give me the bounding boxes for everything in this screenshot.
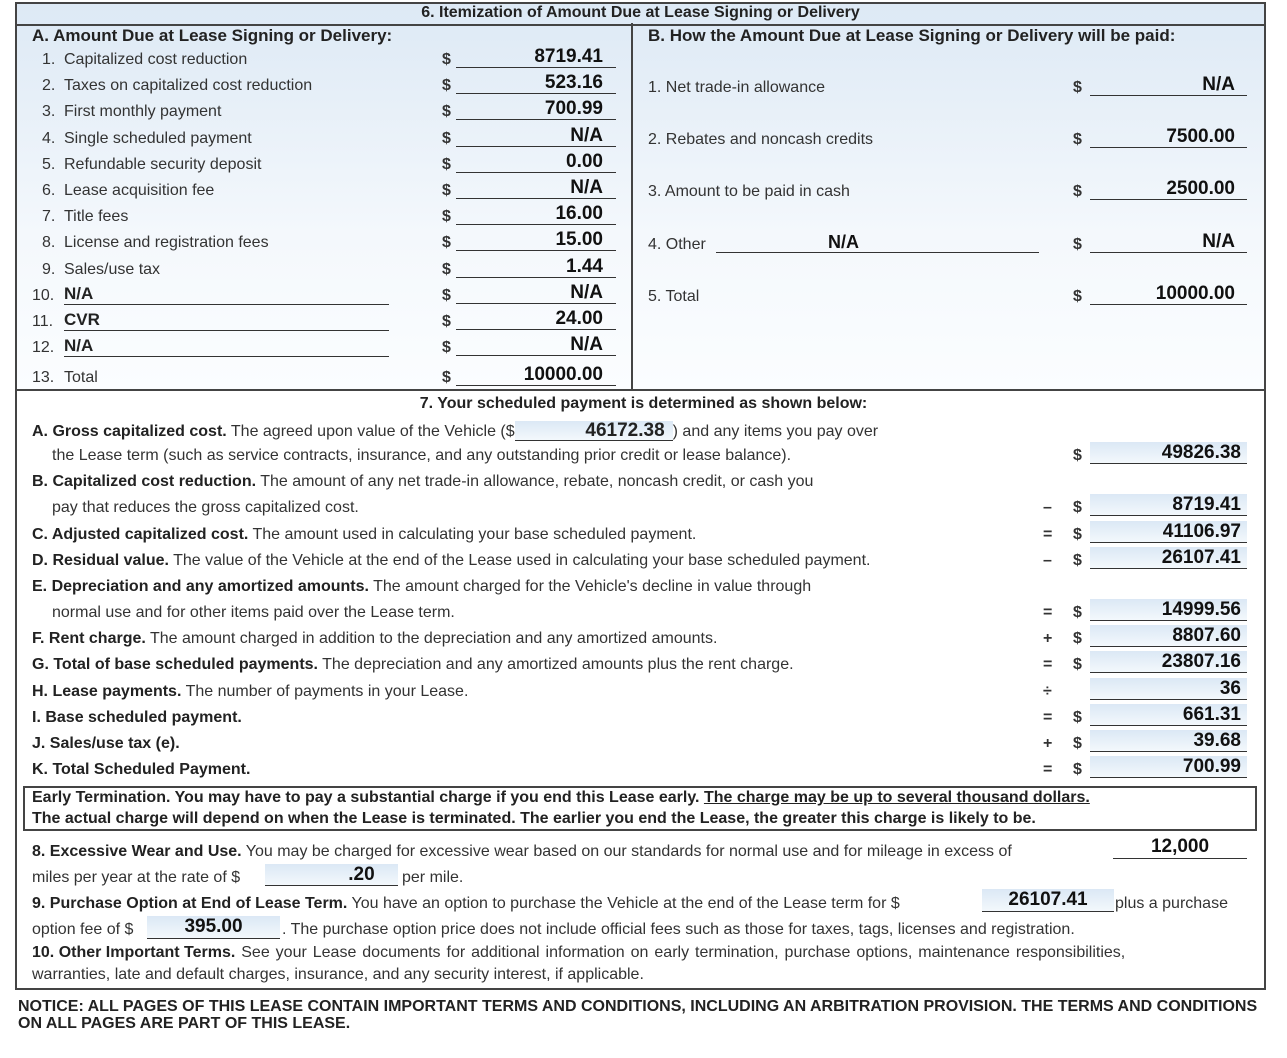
payment-method-label: 2. Rebates and noncash credits xyxy=(648,131,874,149)
scheduled-payment-title: 7. Your scheduled payment is determined as shown below: xyxy=(419,395,868,412)
dollar-sign: $ xyxy=(1073,760,1082,778)
calc-row-description: The amount of any net trade-in allowance, rebate, noncash credit, or cash you xyxy=(256,473,814,491)
amount-field[interactable]: 15.00 xyxy=(456,229,616,251)
amount-field[interactable]: 1.44 xyxy=(456,256,616,278)
payment-amount-field[interactable]: N/A xyxy=(1090,231,1247,253)
item-label: Single scheduled payment xyxy=(64,129,252,147)
amount-field[interactable]: N/A xyxy=(456,125,616,147)
item8-heading: 8. Excessive Wear and Use. xyxy=(32,843,242,860)
calc-row-text xyxy=(32,578,811,596)
calc-row-text xyxy=(32,630,717,648)
calc-amount-field[interactable]: 8719.41 xyxy=(1090,494,1247,516)
vehicle-value-field[interactable]: 46172.38 xyxy=(515,421,673,441)
item-label: Taxes on capitalized cost reduction xyxy=(64,77,313,95)
item-label: Total xyxy=(64,369,98,387)
dollar-sign: $ xyxy=(1073,447,1082,465)
operator-sign: + xyxy=(1043,734,1053,752)
dollar-sign: $ xyxy=(1073,183,1082,201)
item-number: 11. xyxy=(32,313,54,330)
calc-amount-field[interactable]: 39.68 xyxy=(1090,730,1247,752)
item-label: First monthly payment xyxy=(64,103,222,121)
item-number: 4. xyxy=(42,129,56,147)
operator-sign: – xyxy=(1043,551,1052,569)
operator-sign: = xyxy=(1043,525,1053,543)
calc-amount-field[interactable]: 23807.16 xyxy=(1090,651,1247,673)
amount-field[interactable]: 16.00 xyxy=(456,203,616,225)
item-label: Title fees xyxy=(64,208,129,226)
calc-row-text xyxy=(32,683,468,701)
amount-field[interactable]: 24.00 xyxy=(456,308,616,330)
item-number: 12. xyxy=(32,339,55,357)
payment-amount-field[interactable]: 7500.00 xyxy=(1090,126,1247,148)
item9-text3: option fee of $ xyxy=(32,921,134,938)
item8-text: You may be charged for excessive wear based on our standards for normal use and for mileage in excess of xyxy=(241,843,1012,860)
item9-text: You have an option to purchase the Vehicle at the end of the Lease term for $ xyxy=(347,895,900,912)
calc-row-text xyxy=(32,656,794,674)
dollar-sign: $ xyxy=(442,313,451,330)
payment-amount-field[interactable]: N/A xyxy=(1090,74,1247,96)
calc-row-description: The amount charged in addition to the depreciation and any amortized amounts. xyxy=(145,630,718,648)
item-description-field[interactable]: N/A xyxy=(64,284,389,305)
dollar-sign: $ xyxy=(1073,235,1082,253)
dollar-sign: $ xyxy=(442,155,451,173)
dollar-sign: $ xyxy=(442,208,451,226)
calc-amount-field[interactable]: 661.31 xyxy=(1090,704,1247,726)
calc-row-text xyxy=(32,473,813,491)
calc-row-description: pay that reduces the gross capitalized cost. xyxy=(52,499,359,517)
amount-field[interactable]: 8719.41 xyxy=(456,46,616,68)
calc-amount-field[interactable]: 49826.38 xyxy=(1090,442,1247,464)
dollar-sign: $ xyxy=(1073,656,1082,674)
calc-row-heading: B. Capitalized cost reduction. xyxy=(32,473,257,491)
dollar-sign: $ xyxy=(442,182,451,199)
dollar-sign: $ xyxy=(442,77,451,95)
item-number: 10. xyxy=(32,286,55,304)
dollar-sign: $ xyxy=(442,103,451,121)
purchase-price-field[interactable]: 26107.41 xyxy=(982,889,1114,912)
amount-field[interactable]: N/A xyxy=(456,334,616,356)
calc-amount-field[interactable]: 8807.60 xyxy=(1090,625,1247,647)
calc-amount-field[interactable]: 41106.97 xyxy=(1090,521,1247,543)
part-b-heading: B. How the Amount Due at Lease Signing or Delivery will be paid: xyxy=(648,26,1176,45)
item9-line1 xyxy=(32,895,900,913)
calc-row-text xyxy=(32,761,250,779)
calc-row-text xyxy=(32,709,242,727)
dollar-sign: $ xyxy=(1073,287,1082,305)
dollar-sign: $ xyxy=(1073,708,1082,726)
item-number: 8. xyxy=(42,234,56,252)
item-number: 2. xyxy=(42,77,56,95)
early-termination-line1 xyxy=(32,789,1090,807)
calc-row-description: The value of the Vehicle at the end of the Lease used in calculating your base scheduled payment. xyxy=(168,551,871,569)
payment-method-label: 3. Amount to be paid in cash xyxy=(648,183,850,201)
item8-line2 xyxy=(32,869,240,887)
dollar-sign: $ xyxy=(442,260,451,278)
calc-row-heading: H. Lease payments. xyxy=(32,682,182,700)
dollar-sign: $ xyxy=(1073,630,1082,648)
dollar-sign: $ xyxy=(1073,79,1082,96)
amount-field[interactable]: 700.99 xyxy=(456,98,616,120)
calc-row-description: normal use and for other items paid over the Lease term. xyxy=(52,604,455,622)
payment-amount-field[interactable]: 10000.00 xyxy=(1090,283,1247,305)
early-termination-underlined: The charge may be up to several thousand dollars. xyxy=(703,789,1090,806)
dollar-sign: $ xyxy=(1073,525,1082,543)
item-number: 13. xyxy=(32,369,55,387)
calc-row-heading: K. Total Scheduled Payment. xyxy=(32,760,251,778)
dollar-sign: $ xyxy=(1073,499,1082,517)
calc-amount-field[interactable]: 700.99 xyxy=(1090,756,1247,778)
calc-amount-field[interactable]: 26107.41 xyxy=(1090,547,1247,569)
operator-sign: = xyxy=(1043,656,1053,674)
item-number: 1. xyxy=(42,51,56,68)
item8-text3: per mile. xyxy=(402,869,464,886)
calc-row-description: The amount charged for the Vehicle's decline in value through xyxy=(368,577,812,595)
dollar-sign: $ xyxy=(442,51,451,68)
item10-line1 xyxy=(32,944,1125,962)
operator-sign: = xyxy=(1043,708,1053,726)
payment-method-label: 4. Other xyxy=(648,235,706,253)
item10-heading: 10. Other Important Terms. xyxy=(32,944,236,961)
calc-row-description: The number of payments in your Lease. xyxy=(181,682,469,700)
item-label: Refundable security deposit xyxy=(64,155,262,173)
excess-miles-field[interactable]: 12,000 xyxy=(1113,836,1247,859)
item-label: Sales/use tax xyxy=(64,260,161,278)
per-mile-rate-field[interactable]: .20 xyxy=(265,864,398,886)
item-label: Capitalized cost reduction xyxy=(64,51,248,68)
calc-row-text xyxy=(52,499,359,517)
calc-row-text xyxy=(32,421,878,441)
amount-field[interactable]: 0.00 xyxy=(456,151,616,173)
payment-method-label: 5. Total xyxy=(648,287,700,305)
item8-line1 xyxy=(32,843,1012,861)
item-number: 5. xyxy=(42,155,56,173)
early-termination-line2: The actual charge will depend on when the Lease is terminated. The earlier you end the Lease, the greater this charge is likely to be. xyxy=(32,810,1036,827)
payment-method-label: 1. Net trade-in allowance xyxy=(648,79,825,96)
item-number: 3. xyxy=(42,103,56,121)
calc-row-description: the Lease term (such as service contracts, insurance, and any outstanding prior credit or lease balance). xyxy=(52,447,792,465)
calc-row-heading: F. Rent charge. xyxy=(32,630,146,648)
operator-sign: – xyxy=(1043,499,1052,517)
dollar-sign: $ xyxy=(442,286,451,304)
item-description-field[interactable]: N/A xyxy=(64,336,389,357)
arbitration-notice: NOTICE: ALL PAGES OF THIS LEASE CONTAIN IMPORTANT TERMS AND CONDITIONS, INCLUDING AN ARBITRATION PROVISION. THE TERMS AND CONDITIONS ON ALL PAGES ARE PART OF THIS LEASE. xyxy=(18,998,1258,1032)
operator-sign: + xyxy=(1043,630,1053,648)
amount-field[interactable]: 10000.00 xyxy=(456,364,616,386)
item9-text2: plus a purchase xyxy=(1115,895,1228,912)
calc-row-description: The amount used in calculating your base scheduled payment. xyxy=(248,525,697,543)
column-divider xyxy=(631,23,633,390)
part-a-heading: A. Amount Due at Lease Signing or Delivery: xyxy=(32,26,393,45)
operator-sign: = xyxy=(1043,760,1053,778)
dollar-sign: $ xyxy=(442,129,451,147)
calc-amount-field[interactable]: 14999.56 xyxy=(1090,599,1247,621)
calc-amount-field[interactable]: 36 xyxy=(1090,678,1247,700)
calc-row-text xyxy=(32,552,870,570)
dollar-sign: $ xyxy=(1073,604,1082,622)
dollar-sign: $ xyxy=(1073,734,1082,752)
calc-row-heading: G. Total of base scheduled payments. xyxy=(32,656,318,674)
dollar-sign: $ xyxy=(442,234,451,252)
early-termination-text: Early Termination. You may have to pay a substantial charge if you end this Lease early. xyxy=(32,789,700,806)
itemization-title: 6. Itemization of Amount Due at Lease Signing or Delivery xyxy=(15,2,1266,26)
item-description-field[interactable]: CVR xyxy=(64,310,389,331)
dollar-sign: $ xyxy=(1073,131,1082,149)
calc-row-text xyxy=(32,526,696,544)
calc-row-heading: D. Residual value. xyxy=(32,551,169,569)
calc-row-text xyxy=(32,735,180,753)
calc-row-heading: J. Sales/use tax (e). xyxy=(32,734,180,752)
item9-text4: . The purchase option price does not include official fees such as those for taxes, tags, licenses and registration. xyxy=(282,921,1075,938)
item-number: 7. xyxy=(42,208,56,226)
payment-amount-field[interactable]: 2500.00 xyxy=(1090,178,1247,200)
dollar-sign: $ xyxy=(442,339,451,357)
item9-heading: 9. Purchase Option at End of Lease Term. xyxy=(32,895,348,912)
calc-row-heading: C. Adjusted capitalized cost. xyxy=(32,525,249,543)
amount-field[interactable]: N/A xyxy=(456,282,616,304)
item10-text2: warranties, late and default charges, insurance, and any security interest, if applicable. xyxy=(32,966,644,983)
amount-field[interactable]: N/A xyxy=(456,177,616,199)
item10-text: See your Lease documents for additional information on early termination, purchase options, maintenance responsibilities, xyxy=(235,944,1126,961)
calc-row-description: The agreed upon value of the Vehicle ($ xyxy=(226,423,515,440)
item-number: 6. xyxy=(42,182,56,199)
dollar-sign: $ xyxy=(1073,551,1082,569)
operator-sign: = xyxy=(1043,604,1053,622)
calc-row-text xyxy=(52,604,455,622)
calc-row-heading: A. Gross capitalized cost. xyxy=(32,423,227,440)
calc-row-description-cont: ) and any items you pay over xyxy=(672,423,879,440)
other-description-field[interactable]: N/A xyxy=(716,231,1039,253)
calc-row-heading: E. Depreciation and any amortized amounts. xyxy=(32,577,369,595)
calc-row-text xyxy=(52,447,791,465)
operator-sign: ÷ xyxy=(1043,682,1052,700)
item-label: Lease acquisition fee xyxy=(64,182,215,199)
dollar-sign: $ xyxy=(442,369,451,387)
item8-text2: miles per year at the rate of $ xyxy=(32,869,241,886)
amount-field[interactable]: 523.16 xyxy=(456,72,616,94)
item-number: 9. xyxy=(42,260,56,278)
calc-row-heading: I. Base scheduled payment. xyxy=(32,708,242,726)
purchase-option-fee-field[interactable]: 395.00 xyxy=(147,916,280,939)
calc-row-description: The depreciation and any amortized amounts plus the rent charge. xyxy=(318,656,794,674)
item-label: License and registration fees xyxy=(64,234,269,252)
